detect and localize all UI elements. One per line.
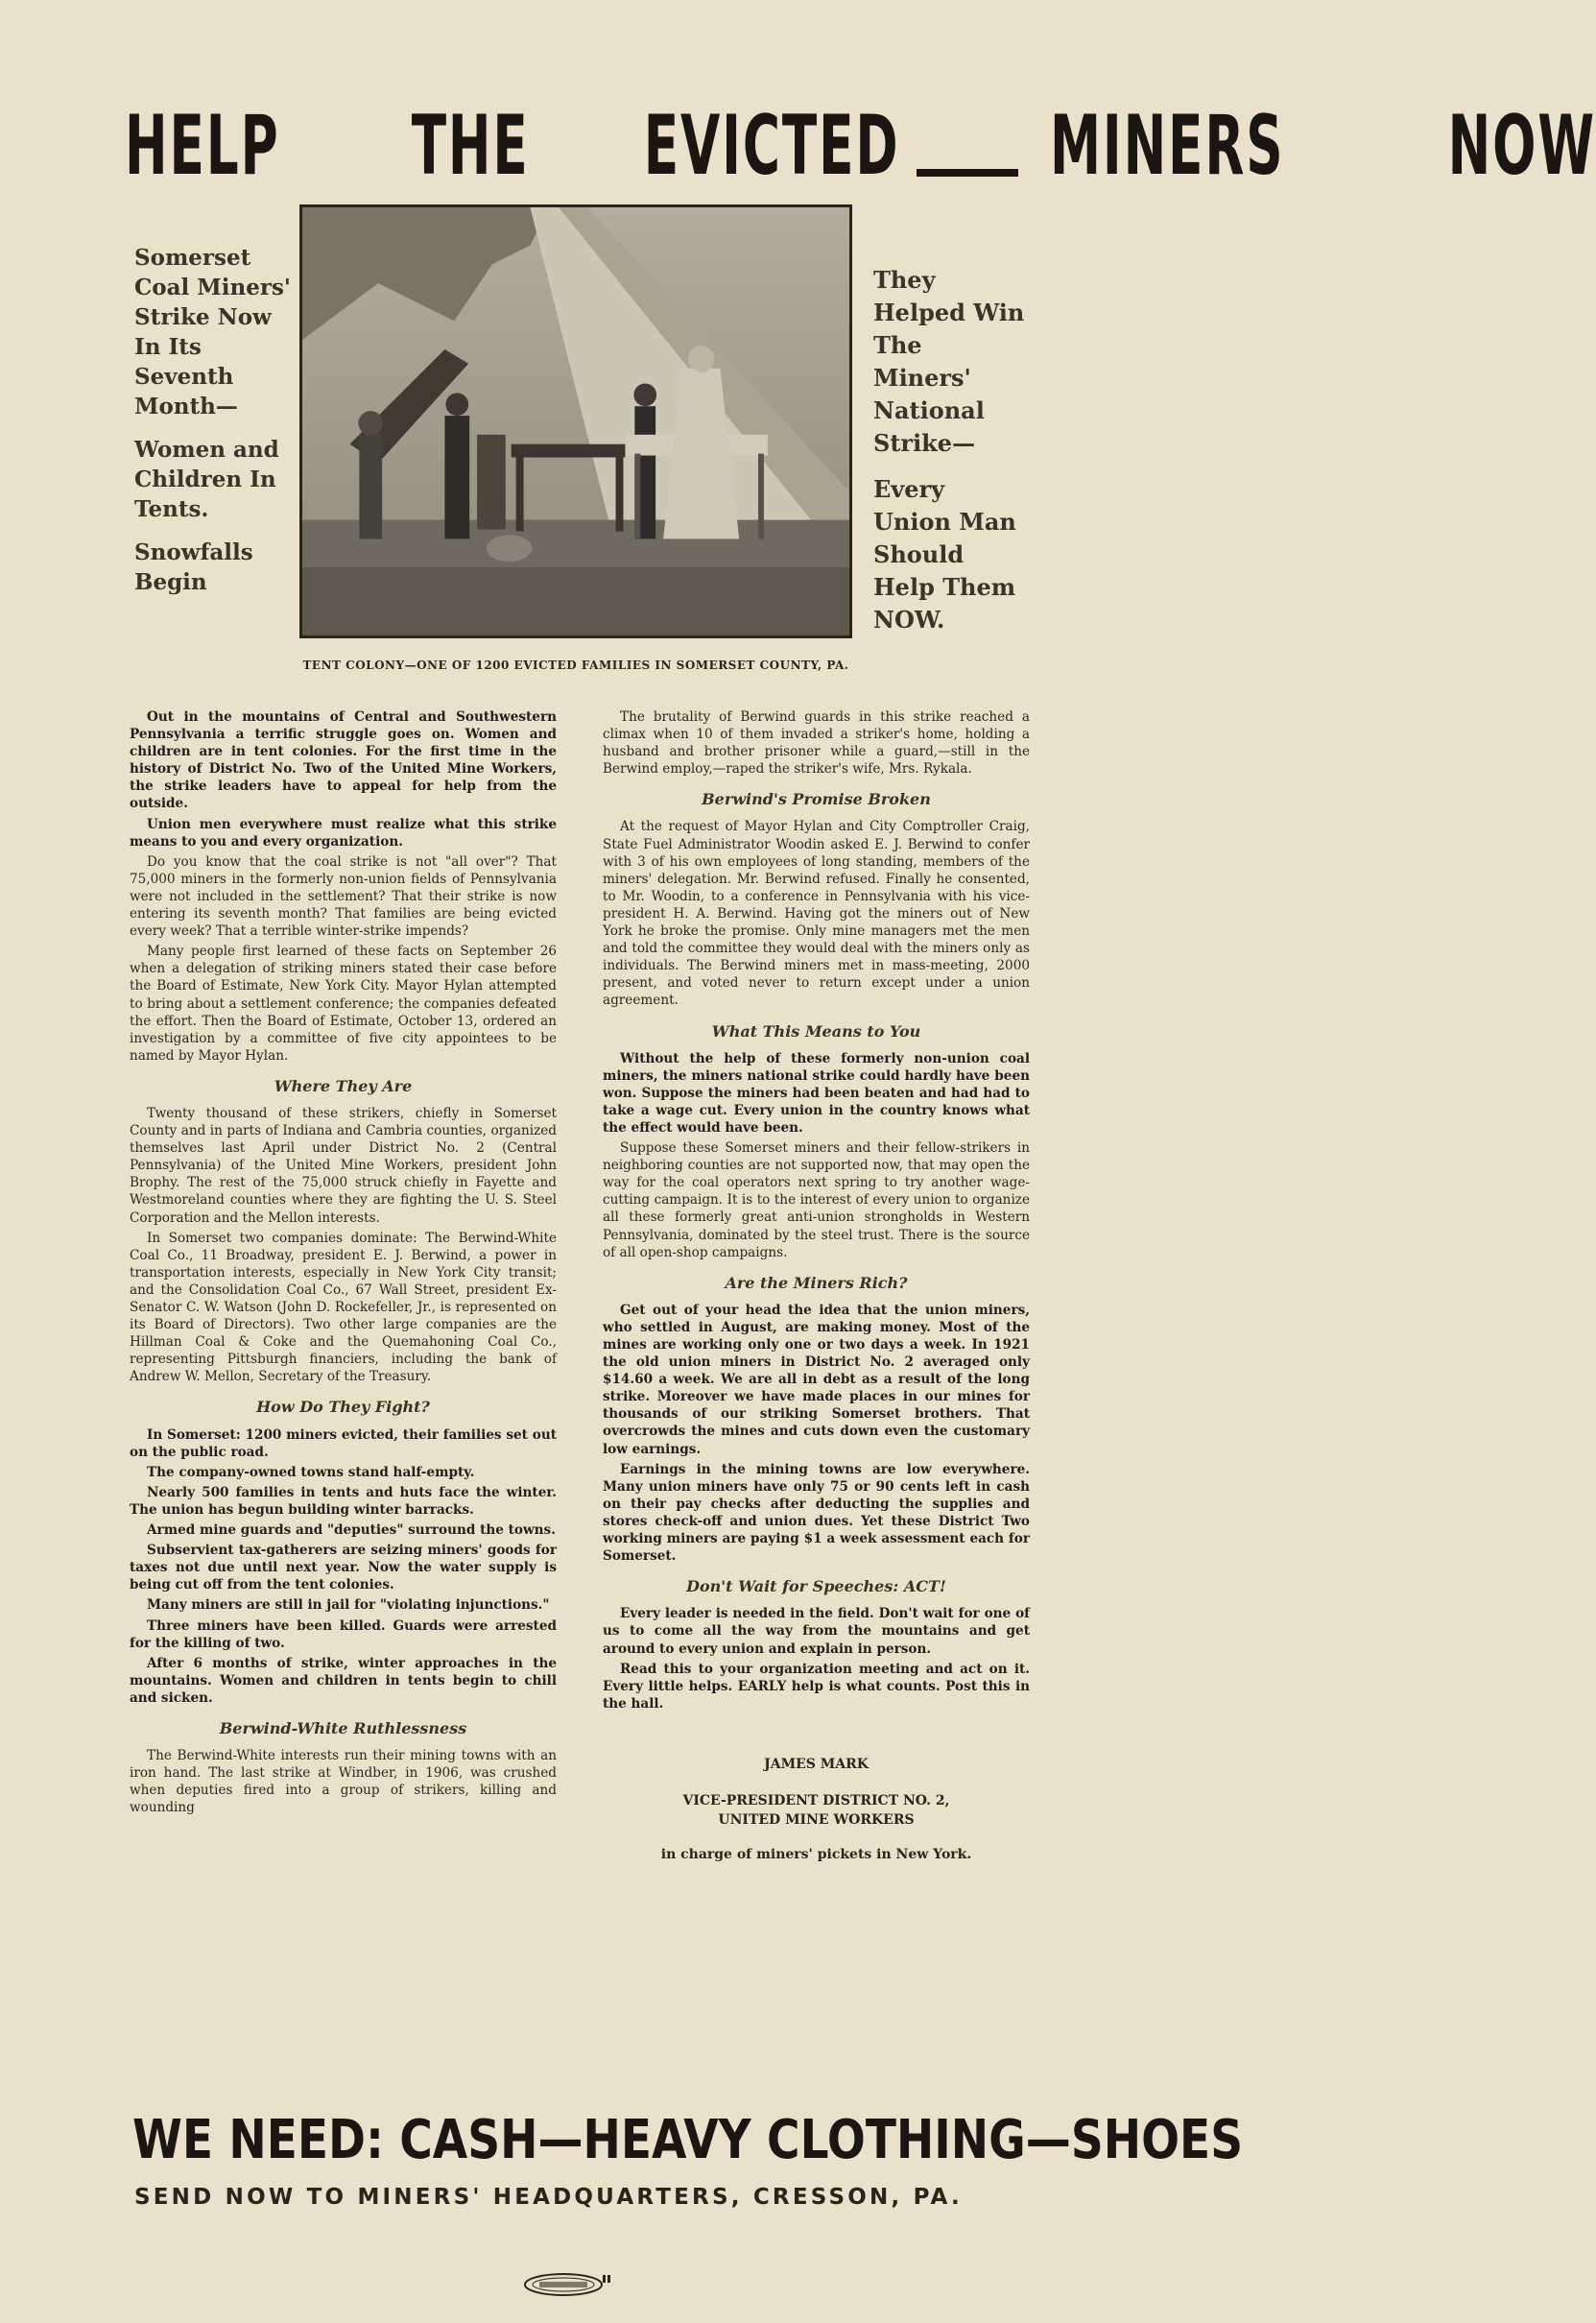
paragraph: Do you know that the coal strike is not "all over"? That 75,000 miners in the formerly non-union fields of Pennsylvania were not included in the settlement? That their strike is now entering its seventh month? That families are being evicted every week? That a terrible winter-strike impends? [130,853,557,940]
headline [125,98,1596,194]
signature-title: UNITED MINE WORKERS [718,1811,915,1828]
paragraph: Subservient tax-gatherers are seizing miners' goods for taxes not due until next year. Now the water supply is being cut off from the tent colonies. [130,1543,557,1593]
paragraph: Get out of your head the idea that the union miners, who settled in August, are making money. Most of the mines are working only one or two days a week. In 1921 the old union miners in District No. 2 averaged only $14.60 a week. We are all in debt as a result of the long strike. Moreover we have made places in our mines for thousands of our striking Somerset brothers. That overcrowds the mines and cuts down even the customary low earnings. [603,1302,1030,1457]
bottom-headline-text: WE NEED: CASH—HEAVY CLOTHING—SHOES [132,2109,1244,2171]
left-side-text [134,243,298,611]
headline-word: MINERS [1050,98,1285,194]
right-column [603,708,1030,1864]
section-heading: How Do They Fight? [256,1398,430,1417]
bottom-subheadline: SEND NOW TO MINERS' HEADQUARTERS, CRESSON, PA. [134,2185,963,2210]
left-column [130,708,557,1819]
paragraph: The company-owned towns stand half-empty. [147,1464,475,1480]
section-heading: Berwind-White Ruthlessness [219,1718,467,1737]
paragraph: The Berwind-White interests run their mining towns with an iron hand. The last strike at Windber, in 1906, was crushed when deputies fired into a group of strikers, killing and wounding [130,1748,557,1816]
section-heading: Are the Miners Rich? [725,1273,908,1292]
tent-colony-illustration [302,207,849,635]
headline-word: EVICTED [643,98,900,194]
signature-name: JAMES MARK [764,1756,869,1772]
paragraph: Suppose these Somerset miners and their fellow-strikers in neighboring counties are not supported now, that may open the way for the coal operators next spring to try another wage-cutting campaign. It is to the interest of every union to organize all these formerly great anti-union strongholds in Western Pennsylvania, dominated by the steel trust. There is the source of all open-shop campaigns. [603,1140,1030,1260]
headline-word: THE [411,98,530,194]
paragraph: At the request of Mayor Hylan and City Comptroller Craig, State Fuel Administrator Woodin asked E. J. Berwind to confer with 3 of his own employees of long standing, members of the miners' delegation. Mr. Berwind refused. Finally he consented, to Mr. Woodin, to a conference in Pennsylvania with his vice-president H. A. Berwind. Having got the miners out of New York he broke the promise. Only mine managers met the men and told the committee they would deal with the miners only as individuals. The Berwind miners met in mass-meeting, 2000 present, and voted never to return except under a union agreement. [603,819,1030,1009]
paragraph: Armed mine guards and "deputies" surround the towns. [147,1522,556,1539]
paragraph: Read this to your organization meeting and act on it. Every little helps. EARLY help is what counts. Post this in the hall. [603,1661,1030,1712]
headline-underline [917,169,1018,177]
headline-word: HELP [125,98,280,194]
paragraph: After 6 months of strike, winter approaches in the mountains. Women and children in tents begin to chill and sicken. [130,1655,557,1706]
photo-caption: TENT COLONY—ONE OF 1200 EVICTED FAMILIES IN SOMERSET COUNTY, PA. [302,659,849,672]
section-heading: Don't Wait for Speeches: ACT! [686,1577,946,1596]
paragraph: Many people first learned of these facts on September 26 when a delegation of striking miners stated their case before the Board of Estimate, New York City. Mayor Hylan attempted to bring about a settlement conference; the companies defeated the effort. Then the Board of Estimate, October 13, ordered an investigation by a committee of five city appointees to be named by Mayor Hylan. [130,944,557,1064]
union-label-icon [520,2269,616,2300]
section-heading: What This Means to You [711,1021,921,1041]
paragraph: In Somerset two companies dominate: The Berwind-White Coal Co., 11 Broadway, president E. J. Berwind, a power in transportation interests, especially in New York City transit; and the Consolidation Coal Co., 67 Wall Street, president Ex-Senator C. W. Watson (John D. Rockefeller, Jr., is represented on its Board of Directors). Two other large companies are the Hillman Coal & Coke and the Quemahoning Coal Co., representing Pittsburgh financiers, including the bank of Andrew W. Mellon, Secretary of the Treasury. [130,1230,557,1385]
section-heading: Where They Are [274,1076,413,1095]
paragraph: Three miners have been killed. Guards were arrested for the killing of two. [130,1617,557,1651]
right-side-text [873,264,1027,650]
side-text-block: Every Union Man Should Help Them NOW. [873,475,1016,634]
paragraph: Without the help of these formerly non-union coal miners, the miners national strike could hardly have been won. Suppose the miners had been beaten and had had to take a wage cut. Every union in the country knows what the effect would have been. [603,1050,1030,1136]
side-text-block: Snowfalls Begin [134,539,253,595]
signature-block [603,1755,1030,1864]
paragraph: In Somerset: 1200 miners evicted, their families set out on the public road. [130,1426,557,1460]
headline-word: NOW [1447,98,1596,194]
paragraph: Twenty thousand of these strikers, chiefly in Somerset County and in parts of Indiana and Cambria counties, organized themselves last April under District No. 2 (Central Pennsylvania) of the United Mine Workers, president John Brophy. The rest of the 75,000 struck chiefly in Fayette and Westmoreland counties where they are fighting the U. S. Steel Corporation and the Mellon interests. [130,1105,557,1226]
bottom-headline [132,2108,1244,2173]
paragraph: Union men everywhere must realize what this strike means to you and every organization. [130,816,557,850]
paragraph: Every leader is needed in the field. Don't wait for one of us to come all the way from the mountains and get around to every union and explain in person. [603,1606,1030,1657]
signature-title: VICE-PRESIDENT DISTRICT NO. 2, [682,1792,950,1808]
paragraph: Many miners are still in jail for "violating injunctions." [147,1597,550,1614]
side-text-block: Somerset Coal Miners' Strike Now In Its Seventh Month— [134,245,291,419]
paragraph: Earnings in the mining towns are low everywhere. Many union miners have only 75 or 90 cents left in cash on their pay checks after deducting the supplies and stores check-off and union dues. Yet these District Two working miners are paying $1 a week assessment each for Somerset. [603,1461,1030,1565]
signature-note: in charge of miners' pickets in New York. [660,1846,972,1862]
paragraph: Nearly 500 families in tents and huts face the winter. The union has begun building winter barracks. [130,1484,557,1518]
tent-colony-photo [299,204,852,638]
paragraph: The brutality of Berwind guards in this strike reached a climax when 10 of them invaded a striker's home, holding a husband and brother prisoner while a guard,—still in the Berwind employ,—raped the striker's wife, Mrs. Rykala. [603,709,1030,778]
paragraph: Out in the mountains of Central and Southwestern Pennsylvania a terrific struggle goes on. Women and children are in tent colonies. For the first time in the history of District No. Two of the United Mine Workers, the strike leaders have to appeal for help from the outside. [130,709,557,812]
side-text-block: Women and Children In Tents. [134,437,279,522]
section-heading: Berwind's Promise Broken [702,790,931,809]
side-text-block: They Helped Win The Miners' National Strike— [873,266,1025,457]
